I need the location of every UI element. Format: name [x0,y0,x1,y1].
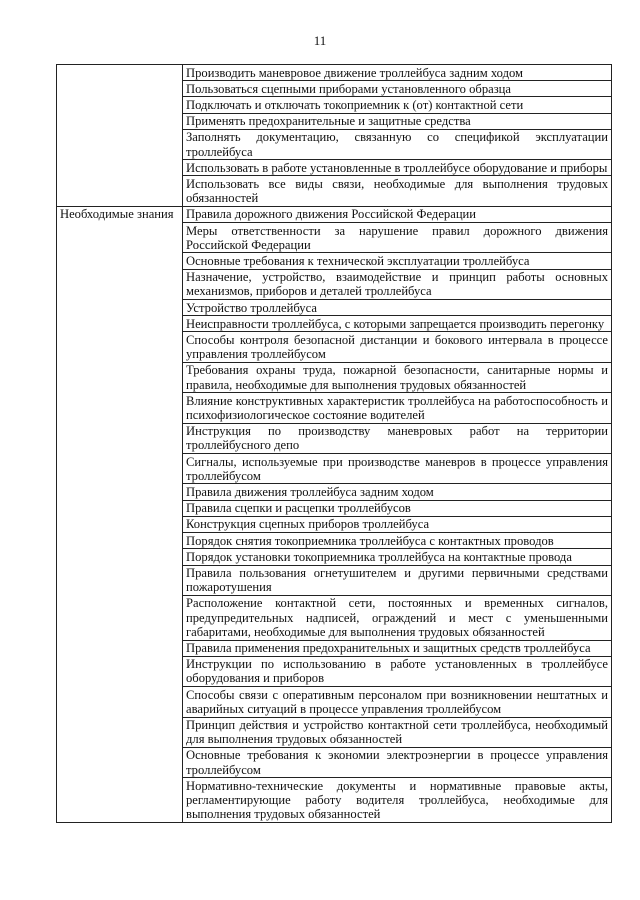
table-cell: Подключать и отключать токоприемник к (от) контактной сети [183,97,612,113]
table-cell: Меры ответственности за нарушение правил дорожного движения Российской Федерации [183,223,612,253]
table-cell: Расположение контактной сети, постоянных и временных сигналов, предупредительных надписей, ограждений и мест с уменьшенными габаритами, необходимые для выполнения трудовых обязанностей [183,595,612,640]
table-cell: Устройство троллейбуса [183,300,612,316]
table-cell: Инструкция по производству маневровых работ на территории троллейбусного депо [183,423,612,453]
page-number: 11 [313,33,327,48]
section-label [57,65,183,207]
table-cell: Правила сцепки и расцепки троллейбусов [183,500,612,516]
table-cell: Пользоваться сцепными приборами установленного образца [183,81,612,97]
table-cell: Способы связи с оперативным персоналом при возникновении нештатных и аварийных ситуаций в процессе управления троллейбусом [183,687,612,717]
table-cell: Порядок снятия токоприемника троллейбуса с контактных проводов [183,533,612,549]
table-cell: Требования охраны труда, пожарной безопасности, санитарные нормы и правила, необходимые для выполнения трудовых обязанностей [183,362,612,392]
table-cell: Основные требования к экономии электроэнергии в процессе управления троллейбусом [183,747,612,777]
table-cell: Инструкции по использованию в работе установленных в троллейбусе оборудования и приборов [183,656,612,686]
table-cell: Назначение, устройство, взаимодействие и принцип работы основных механизмов, приборов и деталей троллейбуса [183,269,612,299]
table-cell: Заполнять документацию, связанную со спецификой эксплуатации троллейбуса [183,129,612,159]
table-cell: Принцип действия и устройство контактной сети троллейбуса, необходимый для выполнения трудовых обязанностей [183,717,612,747]
table-row [57,206,612,222]
table-cell: Влияние конструктивных характеристик троллейбуса на работоспособность и психофизиологическое состояние водителей [183,393,612,423]
table-cell: Порядок установки токоприемника троллейбуса на контактные провода [183,549,612,565]
table-cell: Сигналы, используемые при производстве маневров в процессе управления троллейбусом [183,454,612,484]
table-cell: Правила пользования огнетушителем и другими первичными средствами пожаротушения [183,565,612,595]
table-cell: Применять предохранительные и защитные средства [183,113,612,129]
table-cell: Правила применения предохранительных и защитных средств троллейбуса [183,640,612,656]
section-label-knowledge: Необходимые знания [57,206,183,822]
table-cell: Использовать все виды связи, необходимые для выполнения трудовых обязанностей [183,176,612,206]
table-row [57,65,612,81]
table-cell: Конструкция сцепных приборов троллейбуса [183,516,612,532]
table-cell: Производить маневровое движение троллейбуса задним ходом [183,65,612,81]
table-cell: Неисправности троллейбуса, с которыми запрещается производить перегонку [183,316,612,332]
table-cell: Основные требования к технической эксплуатации троллейбуса [183,253,612,269]
table-cell: Использовать в работе установленные в троллейбусе оборудование и приборы [183,160,612,176]
table-cell: Нормативно-технические документы и нормативные правовые акты, регламентирующие работу водителя троллейбуса, необходимые для выполнения трудовых обязанностей [183,778,612,823]
table-cell: Правила дорожного движения Российской Федерации [183,206,612,222]
table-cell: Способы контроля безопасной дистанции и бокового интервала в процессе управления троллейбусом [183,332,612,362]
table-cell: Правила движения троллейбуса задним ходом [183,484,612,500]
requirements-table [56,64,612,823]
